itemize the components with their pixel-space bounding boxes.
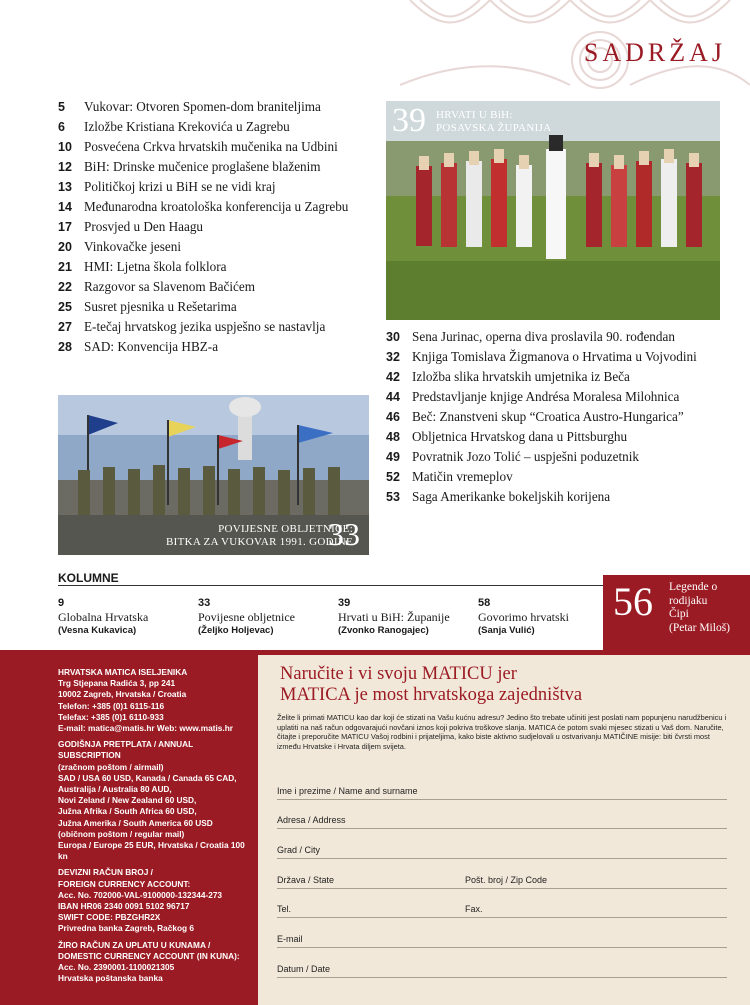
info-line: E-mail: matica@matis.hr Web: www.matis.hr <box>58 723 233 734</box>
toc-page-number: 22 <box>58 280 72 294</box>
toc-title: Razgovor sa Slavenom Bačićem <box>84 279 256 294</box>
toc-title: Vinkovačke jeseni <box>84 239 181 254</box>
order-heading-line: Naručite i vi svoju MATICU jer <box>280 664 517 684</box>
info-line: Australija / Australia 80 AUD, <box>58 784 172 795</box>
toc-title: Povratnik Jozo Tolić – uspješni poduzetnik <box>412 449 640 464</box>
info-line: GODIŠNJA PRETPLATA / ANNUAL SUBSCRIPTION <box>58 739 194 761</box>
toc-page-number: 20 <box>58 240 72 254</box>
toc-title: Izložba slika hrvatskih umjetnika iz Beča <box>412 369 630 384</box>
info-line: Europa / Europe 25 EUR, Hrvatska / Croatia 100 kn <box>58 840 245 862</box>
toc-page-number: 30 <box>386 330 400 344</box>
kolumne-page-number: 58 <box>478 597 491 609</box>
zip-field-label: Pošt. broj / Zip Code <box>465 875 548 885</box>
order-form-heading <box>280 664 720 706</box>
toc-page-number: 32 <box>386 350 400 364</box>
info-line: 10002 Zagreb, Hrvatska / Croatia <box>58 689 187 700</box>
toc-title: SAD: Konvencija HBZ-a <box>84 339 219 354</box>
date-field-label: Datum / Date <box>277 964 331 974</box>
info-line: Novi Zeland / New Zealand 60 USD, <box>58 795 197 806</box>
toc-page-number: 28 <box>58 340 72 354</box>
toc-item[interactable] <box>58 319 378 335</box>
toc-page-number: 12 <box>58 160 72 174</box>
featured-line: rodijaku <box>669 594 708 607</box>
kolumne-title: Govorimo hrvatski <box>478 610 569 624</box>
toc-page-number: 13 <box>58 180 72 194</box>
featured-line: Legende o <box>669 581 718 593</box>
featured-line: (Petar Miloš) <box>669 621 731 634</box>
toc-item[interactable] <box>58 99 378 115</box>
info-line: FOREIGN CURRENCY ACCOUNT: <box>58 878 191 889</box>
toc-item[interactable] <box>386 349 716 365</box>
kolumne-author: (Sanja Vulić) <box>478 625 535 636</box>
toc-page-number: 5 <box>58 100 65 114</box>
toc-right <box>386 329 716 509</box>
toc-page-number: 25 <box>58 300 72 314</box>
toc-title: Međunarodna kroatološka konferencija u Zagrebu <box>84 199 349 214</box>
toc-title: Prosvjed u Den Haagu <box>84 219 204 234</box>
kolumne-page-number: 9 <box>58 597 65 609</box>
toc-item[interactable] <box>386 329 716 345</box>
photo-caption-line: HRVATI U BiH: <box>436 109 513 121</box>
info-line: Južna Amerika / South America 60 USD <box>58 817 213 828</box>
foreign-account-info <box>58 867 253 934</box>
featured-column-text <box>669 581 730 635</box>
name-field[interactable] <box>277 799 727 800</box>
vukovar-parade-photo[interactable] <box>58 395 369 555</box>
kolumne-title: Globalna Hrvatska <box>58 610 149 624</box>
toc-item[interactable] <box>386 369 716 385</box>
toc-page-number: 46 <box>386 410 400 424</box>
toc-title: Saga Amerikanke bokeljskih korijena <box>412 489 611 504</box>
toc-page-number: 42 <box>386 370 400 384</box>
featured-column-box[interactable] <box>603 575 750 650</box>
toc-item[interactable] <box>58 299 378 315</box>
toc-title: Posvećena Crkva hrvatskih mučenika na Udbini <box>84 139 338 154</box>
order-form-intro: Želite li primati MATICU kao dar koji će stizati na Vašu kućnu adresu? Jedino što trebate učiniti jest poslati nam popunjenu narudžbenicu i uplatiti na naš račun odgovarajući novčani iznos koji pokriva troškove slanja. MATICA će potom svaki mjesec stizati u Vaš dom. Naručite, čitajte i preporučite MATICU Vašoj rodbini i prijateljima, kako biste aktivno sudjelovali u ostvarivanju MATIČINE misije: biti čvrsti most između Hrvatske i Hrvata diljem svijeta. <box>277 713 727 751</box>
state-zip-field[interactable] <box>277 888 727 889</box>
toc-title: Vukovar: Otvoren Spomen-dom braniteljima <box>84 99 321 114</box>
info-line: Južna Afrika / South Africa 60 USD, <box>58 806 197 817</box>
toc-item[interactable] <box>58 179 378 195</box>
toc-item[interactable] <box>386 469 716 485</box>
photo-caption-line: POSAVSKA ŽUPANIJA <box>436 122 552 134</box>
info-line: ŽIRO RAČUN ZA UPLATU U KUNAMA / <box>58 939 211 950</box>
subscription-info <box>58 739 253 862</box>
info-line: HRVATSKA MATICA ISELJENIKA <box>58 667 188 677</box>
date-field[interactable] <box>277 977 727 978</box>
toc-title: Sena Jurinac, operna diva proslavila 90. rođendan <box>412 329 675 344</box>
photo-caption <box>166 523 353 549</box>
toc-page-number: 44 <box>386 390 400 404</box>
address-field-label: Adresa / Address <box>277 815 346 825</box>
toc-item[interactable] <box>58 219 378 235</box>
address-field[interactable] <box>277 828 727 829</box>
info-line: Acc. No. 2390001-1100021305 <box>58 962 175 973</box>
featured-page-number: 56 <box>613 579 653 624</box>
kolumne-label: KOLUMNE <box>58 571 119 585</box>
toc-item[interactable] <box>58 239 378 255</box>
kolumne-page-number: 39 <box>338 597 351 609</box>
kolumne-title: Hrvati u BiH: Županije <box>338 610 450 624</box>
toc-title: Susret pjesnika u Rešetarima <box>84 299 237 314</box>
kolumne-item[interactable] <box>198 596 333 638</box>
toc-title: Političkoj krizi u BiH se ne vidi kraj <box>84 179 276 194</box>
kolumne-item[interactable] <box>338 596 473 638</box>
info-line: Privredna banka Zagreb, Račkog 6 <box>58 923 195 934</box>
toc-page-number: 6 <box>58 120 65 134</box>
info-line: SAD / USA 60 USD, Kanada / Canada 65 CAD, <box>58 772 237 783</box>
state-field-label: Država / State <box>277 875 335 885</box>
page-title: SADRŽAJ <box>583 38 726 67</box>
tel-field-label: Tel. <box>277 904 292 914</box>
kolumne-author: (Željko Holjevac) <box>198 625 274 636</box>
toc-page-number: 53 <box>386 490 400 504</box>
city-field-label: Grad / City <box>277 845 321 855</box>
info-line: SWIFT CODE: PBZGHR2X <box>58 912 161 923</box>
kolumne-item[interactable] <box>478 596 613 638</box>
order-form-panel <box>258 655 750 1005</box>
order-heading-line: MATICA je most hrvatskoga zajedništva <box>280 685 583 705</box>
featured-line: Čipi <box>669 608 689 620</box>
email-field[interactable] <box>277 947 727 948</box>
photo-caption-line: POVIJESNE OBLJETNICE: <box>218 523 354 535</box>
info-line: Telefon: +385 (0)1 6115-116 <box>58 700 165 711</box>
kolumne-title: Povijesne obljetnice <box>198 610 295 624</box>
info-line: Telefax: +385 (0)1 6110-933 <box>58 711 164 722</box>
info-line: DOMESTIC CURRENCY ACCOUNT (IN KUNA): <box>58 950 240 961</box>
photo-page-number: 39 <box>392 102 426 139</box>
toc-page-number: 17 <box>58 220 72 234</box>
toc-title: E-tečaj hrvatskog jezika uspješno se nastavlja <box>84 319 326 334</box>
domestic-account-info <box>58 940 253 985</box>
info-line: (zračnom poštom / airmail) <box>58 761 164 772</box>
toc-page-number: 27 <box>58 320 72 334</box>
toc-item[interactable] <box>386 389 716 405</box>
toc-page-number: 10 <box>58 140 72 154</box>
name-field-label: Ime i prezime / Name and surname <box>277 786 418 796</box>
email-field-label: E-mail <box>277 934 303 944</box>
info-line: DEVIZNI RAČUN BROJ / <box>58 867 153 878</box>
kolumne-item[interactable] <box>58 596 193 638</box>
toc-item[interactable] <box>58 279 378 295</box>
tel-fax-field[interactable] <box>277 917 727 918</box>
photo-page-number: 33 <box>328 516 360 552</box>
toc-page-number: 49 <box>386 450 400 464</box>
kolumne-author: (Vesna Kukavica) <box>58 625 137 636</box>
toc-page-number: 48 <box>386 430 400 444</box>
photo-caption-line: BITKA ZA VUKOVAR 1991. GODINE <box>166 536 354 548</box>
toc-title: Predstavljanje knjige Andrésa Moralesa Milohnica <box>412 389 680 404</box>
info-line: IBAN HR06 2340 0091 5102 96717 <box>58 901 190 912</box>
toc-title: Knjiga Tomislava Žigmanova o Hrvatima u Vojvodini <box>412 349 697 364</box>
toc-title: Beč: Znanstveni skup “Croatica Austro-Hungarica” <box>412 409 684 424</box>
toc-page-number: 14 <box>58 200 72 214</box>
toc-title: BiH: Drinske mučenice proglašene blaženim <box>84 159 321 174</box>
publisher-contact <box>58 667 253 734</box>
toc-item[interactable] <box>58 119 378 135</box>
info-line: Acc. No. 702000-VAL-9100000-132344-273 <box>58 889 223 900</box>
toc-left <box>58 99 378 359</box>
toc-item[interactable] <box>58 139 378 155</box>
toc-title: Izložbe Kristiana Krekovića u Zagrebu <box>84 119 290 134</box>
toc-item[interactable] <box>386 409 716 425</box>
city-field[interactable] <box>277 858 727 859</box>
photo-caption <box>436 109 551 135</box>
toc-title: Obljetnica Hrvatskog dana u Pittsburghu <box>412 429 628 444</box>
toc-item[interactable] <box>386 489 716 505</box>
info-line: (običnom poštom / regular mail) <box>58 828 185 839</box>
toc-item[interactable] <box>58 199 378 215</box>
toc-item[interactable] <box>58 159 378 175</box>
toc-page-number: 52 <box>386 470 400 484</box>
toc-item[interactable] <box>386 449 716 465</box>
kolumne-page-number: 33 <box>198 597 211 609</box>
folk-dance-photo[interactable] <box>386 101 720 320</box>
toc-item[interactable] <box>386 429 716 445</box>
kolumne-divider <box>58 585 603 586</box>
toc-item[interactable] <box>58 259 378 275</box>
toc-item[interactable] <box>58 339 378 355</box>
fax-field-label: Fax. <box>465 904 483 914</box>
kolumne-author: (Zvonko Ranogajec) <box>338 625 429 636</box>
toc-page-number: 21 <box>58 260 72 274</box>
info-line: Trg Stjepana Radića 3, pp 241 <box>58 678 176 689</box>
info-line: Hrvatska poštanska banka <box>58 973 163 984</box>
publisher-info <box>58 667 253 989</box>
toc-title: HMI: Ljetna škola folklora <box>84 259 227 274</box>
toc-title: Matičin vremeplov <box>412 469 513 484</box>
